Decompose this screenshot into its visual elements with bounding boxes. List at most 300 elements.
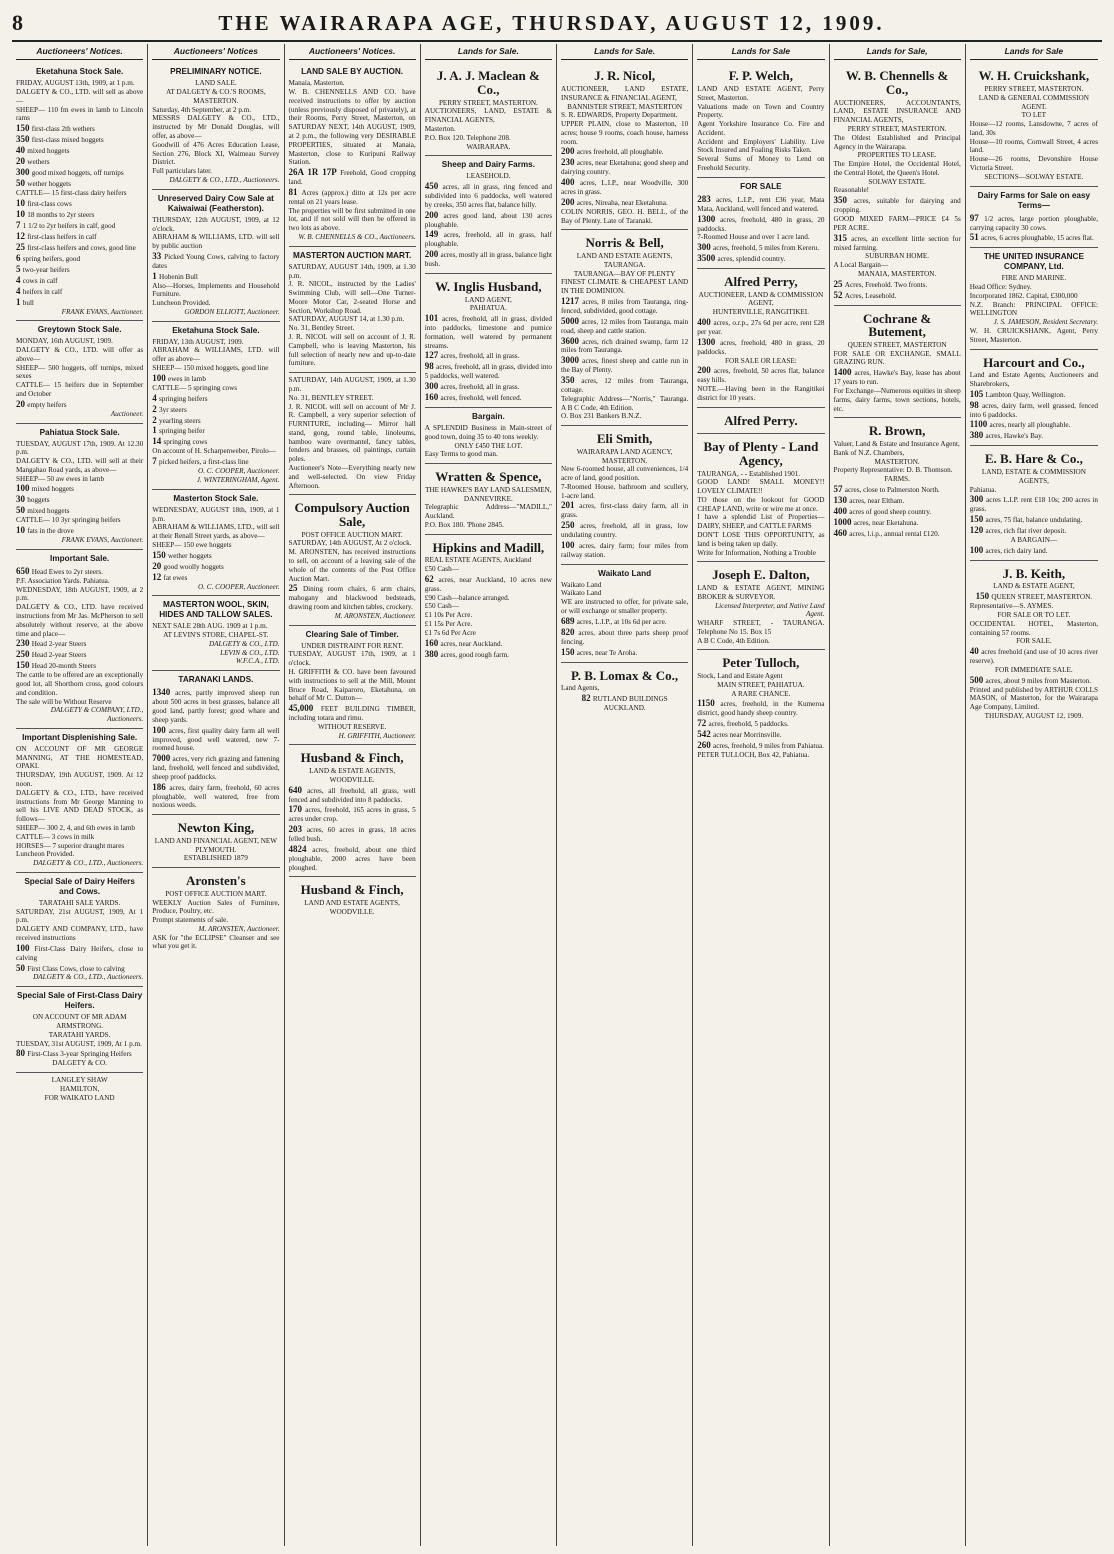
acreage-figure: 130 (833, 494, 850, 505)
advertisement-text: 400 acres, L.I.P., near Woodville, 300 acres in grass. (561, 177, 689, 197)
acreage-figure: 300 (969, 494, 987, 505)
advertisement-text: Waikato Land (561, 589, 602, 598)
advertisement-text: FINEST CLIMATE & CHEAPEST LAND IN THE DOMINION. (561, 278, 689, 296)
advertisement-text: MASTERTON. (874, 457, 920, 466)
advertisement-text: 150 acres, near Te Aroha. (561, 646, 638, 657)
advertisement-text: 57 acres, close to Palmerston North. (833, 483, 940, 494)
column-8 (966, 44, 1102, 1546)
advertisement-text: O. C. COOPER, Auctioneer. (197, 467, 280, 476)
advertisement-text: PERRY STREET, MASTERTON. (438, 98, 538, 107)
advertisement (16, 550, 143, 729)
advertisement-text: AT DALGETY & CO.'S ROOMS, MASTERTON. (166, 88, 266, 105)
advertisement-text: 50 wether hoggets (16, 178, 71, 189)
advertisement-text: Land and Estate Agents, Auctioneers and Sharebrokers, (969, 371, 1098, 388)
advertisement-text: 51 acres, 6 acres ploughable, 15 acres flat. (969, 232, 1094, 243)
acreage-figure: 2 (152, 403, 159, 414)
column-5 (557, 44, 693, 1546)
advertisement (152, 490, 279, 597)
advertisement-text: I have a splendid List of Properties—DAIRY, SHEEP, and CATTLE FARMS (697, 513, 825, 531)
acreage-figure: 40 (16, 145, 28, 156)
advertisement-text: £1 15s Per Acre. (424, 620, 473, 629)
advertisement-text: 81 Acres (approx.) ditto at 12s per acre rental on 21 years lease. (288, 186, 416, 206)
advertisement-text: AUCTIONEERS, LAND, ESTATE & FINANCIAL AGENTS, (424, 107, 552, 125)
advertisement-text: TARATAHI SALE YARDS. (38, 898, 121, 907)
acreage-figure: 1300 (697, 336, 721, 347)
advertisement (289, 877, 416, 920)
acreage-figure: 150 (969, 514, 986, 525)
column-header: Lands for Sale, (834, 44, 961, 60)
column-6 (693, 44, 829, 1546)
advertisement-text: LAND AND ESTATE AGENTS, TAURANGA. (576, 252, 673, 269)
advertisement-text: 50 First Class Cows, close to calving (16, 962, 125, 973)
advertisement-text: 4 cows in calf (16, 274, 58, 285)
acreage-figure: 30 (16, 494, 28, 505)
advertisement-text: S. R. EDWARDS, Property Department. (561, 111, 678, 120)
acreage-figure: 1100 (969, 419, 990, 430)
advertisement-text: GOOD LAND! SMALL MONEY!! LOVELY CLIMATE!! (697, 478, 825, 496)
advertisement-text: FARMS. (884, 475, 910, 484)
advertisement-text: FIRE AND MARINE. (1001, 274, 1067, 283)
advertisement (697, 408, 824, 435)
advertisement-text: WHARF STREET, - TAURANGA. Telephone No 15. Box 15 (697, 619, 825, 636)
acreage-figure: 1300 (697, 213, 721, 224)
newspaper-columns (12, 44, 1102, 1546)
advertisement-text: 5 two-year heifers (16, 263, 70, 274)
advertisement-text: 45,000 FEET BUILDING TIMBER, including totara and rimu. (288, 703, 416, 723)
acreage-figure: 20 (152, 560, 164, 571)
advertisement-text: CATTLE— 5 springing cows (152, 383, 238, 392)
advertisement-text: J. S. JAMESON, Resident Secretary. (993, 318, 1098, 327)
advertisement-text: 200 acres, freehold, 50 acres flat, balance easy hills. (697, 365, 825, 385)
advertisement-text: 72 acres, freehold, 5 paddocks. (697, 718, 789, 729)
advertisement-text: 20 wethers (16, 156, 50, 167)
advertisement-text: 230 acres, near Eketahuna; good sheep and dairying country. (561, 157, 689, 177)
advertisement-text: DALGETY AND COMPANY, LTD., have received instructions (16, 925, 144, 942)
acreage-figure: 689 (561, 615, 577, 626)
column-7 (830, 44, 966, 1546)
acreage-figure: 150 (16, 123, 32, 134)
column-header: Auctioneers' Notices. (289, 44, 416, 60)
advertisement-text: ONLY £450 THE LOT. (454, 441, 523, 450)
acreage-figure: 350 (16, 134, 32, 145)
acreage-figure: 200 (424, 209, 444, 220)
advertisement-text: FOR SALE OR TO LET. (997, 611, 1071, 620)
acreage-figure: 40 (969, 646, 982, 657)
advertisement-text: LAND AND ESTATE AGENTS, (304, 899, 400, 908)
acreage-figure: 400 (561, 177, 580, 188)
advertisement-text: M. ARONSTEN, Auctioneer. (334, 611, 416, 620)
column-header: Lands for Sale. (561, 44, 688, 60)
acreage-figure: 4 (152, 392, 159, 403)
advertisement-text: 4 springing heifers (152, 392, 208, 403)
advertisement-text: 200 acres, mostly all in grass, balance light bush. (424, 249, 553, 269)
advertisement-text: 460 acres, l.i.p., annual rental £120. (833, 527, 940, 538)
advertisement (425, 408, 552, 464)
acreage-figure: 3600 (561, 335, 583, 346)
advertisement-heading: TARANAKI LANDS. (178, 675, 254, 685)
advertisement-text: House—26 rooms, Devonshire House Victoria Street. (969, 155, 1098, 173)
advertisement-text: FRANK EVANS, Auctioneer. (61, 307, 144, 316)
acreage-figure: 25 (288, 583, 303, 594)
acreage-figure: 160 (424, 392, 441, 403)
advertisement-heading: Sheep and Dairy Farms. (441, 160, 536, 170)
advertisement-text: 14 springing cows (152, 436, 208, 447)
advertisement-heading: W. B. Chennells & Co., (845, 68, 949, 97)
advertisement-text: 25 Dining room chairs, 6 arm chairs, mahogany and blackwood bedsteads, drawing room and kitchen tables, crockery. (288, 583, 416, 612)
advertisement-text: 1300 acres, freehold, 480 in grass, 20 paddocks. (697, 336, 825, 356)
acreage-figure: 100 (561, 539, 580, 550)
acreage-figure: 20 (16, 156, 28, 167)
advertisement-text: Printed and published by ARTHUR COLLS MASON, of Masterton, for the Wairarapa Age Company, Limited. (969, 685, 1098, 712)
advertisement-text: REAL ESTATE AGENTS, Auckland (424, 556, 532, 565)
advertisement-text: MAIN STREET, PAHIATUA. (717, 680, 805, 689)
advertisement-text: 127 acres, freehold, all in grass. (424, 350, 520, 361)
advertisement-text: Representative—S. AYMES. (969, 602, 1054, 611)
advertisement-heading: J. A. J. Maclean & Co., (436, 68, 540, 97)
advertisement-text: 380 acres, Hawke's Bay. (969, 430, 1044, 441)
acreage-figure: 81 (288, 186, 302, 197)
advertisement-text: PERRY STREET, MASTERTON. (984, 85, 1084, 93)
advertisement-text: 250 Head 2-year Steers (16, 649, 87, 660)
acreage-figure: 25 (16, 241, 28, 252)
advertisement (970, 187, 1098, 249)
advertisement (697, 434, 824, 562)
advertisement-text: FRIDAY, AUGUST 13th, 1909, at 1 p.m. (16, 79, 135, 88)
advertisement-text: 1150 acres, freehold, in the Kumeroa district, good handy sheep country. (697, 698, 825, 718)
advertisement-heading: PRELIMINARY NOTICE. (170, 67, 262, 77)
advertisement-text: 380 acres, good rough farm. (424, 648, 509, 659)
advertisement-heading: Hipkins and Madill, (432, 539, 545, 555)
column-header: Lands for Sale (697, 44, 824, 60)
advertisement-heading: Compulsory Auction Sale, (294, 500, 410, 529)
advertisement-text: PERRY STREET, MASTERTON. (847, 124, 947, 133)
advertisement-text: On account of H. Scharpenweber, Pirolo— (152, 447, 276, 456)
acreage-figure: 186 (152, 781, 170, 792)
advertisement-heading: Joseph E. Dalton, (712, 567, 810, 583)
advertisement-text: 160 acres, freehold, well fenced. (424, 392, 522, 403)
acreage-figure: 4 (16, 274, 23, 285)
advertisement-text: Goodwill of 476 Acres Education Lease, Section 276, Block XI, Waimeau Survey District. (152, 140, 280, 167)
advertisement (970, 63, 1098, 186)
acreage-figure: 12 (152, 571, 164, 582)
advertisement-text: 150 Head 20-month Steers (16, 660, 97, 671)
advertisement-heading: Husband & Finch, (300, 882, 404, 898)
advertisement-text: 20 empty heifers (16, 398, 67, 409)
advertisement-text: £50 Cash— (424, 565, 459, 574)
advertisement (152, 63, 279, 189)
advertisement (16, 873, 143, 987)
advertisement-text: FOR SALE OR LEASE: (725, 356, 797, 365)
acreage-figure: 98 (969, 399, 983, 410)
advertisement-text: Several Sums of Money to Lend on Freehold Security. (697, 155, 825, 173)
advertisement-text: 689 acres, L.I.P., at 10s 6d per acre. (561, 615, 667, 626)
acreage-figure: 160 (424, 637, 441, 648)
acreage-figure: 5000 (561, 315, 582, 326)
page-number: 8 (12, 10, 23, 35)
advertisement-heading: Cochrane & Butement, (863, 310, 932, 340)
acreage-figure: 200 (424, 249, 441, 260)
advertisement-text: DALGETY & CO., LTD., have received instructions from Mr George Manning to sell his LIVE AND DEAD STOCK, as follows— (16, 788, 144, 824)
advertisement-text: 52 Acres, Leasehold. (833, 289, 897, 300)
advertisement (561, 426, 688, 565)
advertisement-text: The sale will be Without Reserve (16, 697, 112, 706)
advertisement-text: 160 acres, near Auckland. (424, 637, 503, 648)
advertisement-text: 25 first-class heifers and cows, good line (16, 241, 136, 252)
advertisement-text: WEEKLY Auction Sales of Furniture, Produce, Poultry, etc. (152, 898, 280, 916)
acreage-figure: 26A 1R 17P (288, 167, 341, 178)
advertisement (16, 1073, 143, 1106)
advertisement-heading: Eketahuna Stock Sale. (35, 67, 124, 77)
acreage-figure: 5 (16, 263, 23, 274)
acreage-figure: 10 (16, 197, 28, 208)
advertisement-text: AT LEVIN'S STORE, CHAPEL-ST. (163, 631, 269, 640)
advertisement-text: 1100 acres, nearly all ploughable. (969, 419, 1071, 430)
advertisement-text: THURSDAY, 19th AUGUST, 1909. At 12 noon. (16, 771, 144, 789)
acreage-figure: 260 (697, 740, 713, 751)
advertisement-text: Incorporated 1862. Capital, £300,000 (969, 291, 1078, 300)
advertisement (561, 663, 688, 717)
advertisement-text: COLIN NORRIS, GEO. H. BELL, of the Bay of Plenty. Late of Taranaki. (561, 207, 689, 225)
advertisement-heading: Peter Tulloch, (722, 655, 800, 671)
advertisement (425, 535, 552, 664)
advertisement-text: Auctioneer's Note—Everything nearly new and well-selected. On view Friday Afternoon. (288, 463, 416, 490)
advertisement-text: 500 acres, about 9 miles from Masterton. (969, 674, 1092, 685)
advertisement-text: CATTLE— 15 first-class dairy heifers (16, 189, 127, 198)
advertisement-text: 1340 acres, partly improved sheep run about 500 acres in best grasses, balance all good land, partly forest; good whare and sheep yards. (152, 687, 280, 724)
advertisement-text: POST OFFICE AUCTION MART. (165, 889, 267, 898)
advertisement-text: FOR SALE OR EXCHANGE. SMALL GRAZING RUN. (833, 349, 961, 367)
advertisement-text: J. R. NICOL will sell on account of Mr J. R. Campbell, a very superior selection of FURNITURE, including— Mirror hall stand, gong, round table, linoleums, bamboo ware overmantel, fancy tables, fenders and brasses, oil paintings, curtain poles. (288, 402, 416, 464)
advertisement-text: 1 springing heifer (152, 425, 205, 436)
advertisement-text: 1217 acres, 8 miles from Tauranga, ring-fenced, subdivided, good cottage. (561, 296, 689, 315)
advertisement-text: LAND & ESTATE AGENT, MINING BROKER & SURVEYOR. (697, 583, 825, 601)
acreage-figure: 315 (833, 232, 852, 243)
advertisement-heading: Bargain. (471, 412, 505, 422)
advertisement-text: 10 18 months to 2yr steers (16, 208, 95, 219)
advertisement (289, 626, 416, 746)
acreage-figure: 7 (16, 219, 23, 230)
advertisement-text: 50 mixed hoggets (16, 505, 70, 516)
advertisement-heading: Important Sale. (50, 553, 110, 563)
advertisement (289, 745, 416, 877)
advertisement (425, 464, 552, 535)
advertisement-text: DANNEVIRKE. (463, 494, 513, 503)
advertisement-text: MANAIA, MASTERTON. (857, 269, 937, 278)
acreage-figure: 460 (833, 527, 850, 538)
advertisement-text: QUEEN STREET, MASTERTON (847, 340, 947, 349)
advertisement-heading: Pahiatua Stock Sale. (39, 427, 120, 437)
acreage-figure: 1 (152, 270, 159, 281)
advertisement-text: 100 acres, rich dairy land. (969, 544, 1048, 555)
advertisement-text: A Local Bargain— (833, 261, 889, 270)
advertisement (289, 373, 416, 495)
advertisement-text: SHEEP— 50 aw ewes in lamb (16, 474, 105, 483)
advertisement-text: O. C. COOPER, Auctioneer. (197, 582, 280, 591)
advertisement-text: New 6-roomed house, all conveniences, 1/4 acre of land, good position. (561, 465, 689, 483)
advertisement-heading: Unreserved Dairy Cow Sale at Kaiwaiwai (Featherston). (157, 193, 274, 213)
advertisement-text: P.O. Box 180. 'Phone 2845. (424, 520, 504, 529)
acreage-figure: 230 (16, 638, 32, 649)
advertisement-heading: Dairy Farms for Sale on easy Terms— (977, 190, 1091, 210)
advertisement-text: OCCIDENTAL HOTEL, Masterton, containing 57 rooms. (969, 619, 1098, 637)
acreage-figure: 230 (561, 157, 577, 168)
acreage-figure: 3500 (697, 253, 718, 264)
acreage-figure: 150 (152, 549, 168, 560)
advertisement-text: 100 First-Class Dairy Heifers, close to calving (16, 942, 144, 962)
advertisement-text: GOOD MIXED FARM—PRICE £4 5s PER ACRE. (833, 214, 961, 232)
advertisement-text: DALGETY & CO., LTD. have received instructions from Mr Jas. McPherson to sell absolutely without reserve, at the above time and place— (16, 603, 144, 638)
advertisement-text: 7 1 1/2 to 2yr heifers in calf, good (16, 219, 116, 230)
acreage-figure: 25 (833, 278, 845, 289)
advertisement-text: W. B. CHENNELLS AND CO. have received instructions to offer by auction (unless previously disposed of privately), at their Rooms, Perry Street, Masterton, on SATURDAY NEXT, 14th AUGUST, 1909, at 2 p.m., the following very DESIRABLE PROPERTIES, situated at Manaia, Masterton, close to Kuripuni Railway Station. (288, 88, 416, 167)
acreage-figure: 640 (288, 784, 308, 795)
acreage-figure: 45,000 (288, 703, 321, 714)
advertisement-text: Stock, Land and Estate Agent (697, 672, 783, 681)
advertisement-text: MESSRS DALGETY & CO., LTD., instructed by Mr Donald Douglas, will offer, as above— (152, 114, 280, 141)
advertisement-text: 1000 acres, near Eketahuna. (833, 516, 919, 527)
acreage-figure: 1150 (697, 698, 721, 709)
advertisement-heading: Clearing Sale of Timber. (305, 629, 399, 639)
advertisement-text: 230 Head 2-year Steers (16, 638, 87, 649)
advertisement-text: POST OFFICE AUCTION MART. (301, 530, 403, 539)
advertisement-text: M. ARONSTEN, has received instructions to sell, on account of a leaving sale of the whole of the contents of the Post Office Auction Mart. (288, 548, 416, 583)
advertisement-heading: Husband & Finch, (300, 750, 404, 766)
advertisement-text: FRIDAY, 13th AUGUST, 1909. (152, 337, 244, 346)
acreage-figure: 150 (561, 646, 577, 657)
advertisement-heading: Important Displenishing Sale. (22, 732, 138, 742)
advertisement-text: WAIRARAPA. (466, 142, 511, 151)
advertisement-heading: Wratten & Spence, (435, 469, 542, 485)
advertisement-text: DON'T LOSE THIS OPPORTUNITY, as land is being taken up daily. (697, 531, 825, 548)
advertisement-text: M. ARONSTEN, Auctioneer. (198, 924, 280, 933)
advertisement-text: For Exchange—Numerous equities in sheep farms, dairy farms, town sections, hotels, etc. (833, 386, 961, 413)
advertisement-text: 150 QUEEN STREET, MASTERTON. (975, 591, 1093, 602)
advertisement-text: 30 hoggets (16, 494, 50, 505)
advertisement-text: LEVIN & CO., LTD. (220, 648, 280, 657)
advertisement-text: W.F.C.A., LTD. (235, 657, 280, 666)
advertisement-text: House—10 rooms, Cornwall Street, 4 acres land. (969, 137, 1098, 155)
advertisement-text: THURSDAY, 12th AUGUST, 1909, at 12 o'clock. (152, 215, 280, 233)
acreage-figure: 149 (424, 229, 444, 240)
advertisement-text: TUESDAY, 31st AUGUST, 1909, At 1 p.m. (16, 1039, 142, 1048)
advertisement-text: FRANK EVANS, Auctioneer. (61, 536, 144, 545)
advertisement-heading: Eli Smith, (596, 431, 653, 447)
acreage-figure: 127 (424, 350, 441, 361)
advertisement-text: LAND & ESTATE AGENT, (993, 582, 1075, 591)
advertisement-text: 2 3yr steers (152, 403, 187, 414)
advertisement-text: 100 acres, first quality dairy farm all well improved, good well watered, new 7-roomed house. (152, 724, 280, 753)
acreage-figure: 101 (424, 313, 443, 324)
advertisement-text: FOR IMMEDIATE SALE. (995, 665, 1073, 674)
advertisement-text: HUNTERVILLE, RANGITIKEI. (712, 308, 809, 317)
advertisement-text: 10 first-class cows (16, 197, 72, 208)
acreage-figure: 1 (152, 425, 159, 436)
advertisement-text: Easy Terms to good man. (424, 450, 498, 459)
advertisement (425, 63, 552, 156)
acreage-figure: 150 (16, 660, 32, 671)
advertisement-text: ESTABLISHED 1879 (183, 854, 248, 863)
advertisement-text: 7-Roomed House and over 1 acre land. (697, 233, 810, 242)
advertisement-text: Land Agents, (561, 684, 600, 693)
advertisement-text: 97 1/2 acres, large portion ploughable, carrying capacity 30 cows. (969, 212, 1099, 232)
acreage-figure: 250 (16, 649, 32, 660)
advertisement-text: MONDAY, 16th AUGUST, 1909. (16, 337, 113, 346)
advertisement-text: 1300 acres, freehold, 480 in grass, 20 paddocks. (697, 213, 825, 233)
acreage-figure: 10 (16, 208, 28, 219)
advertisement-heading: LAND SALE BY AUCTION. (301, 67, 404, 77)
advertisement-heading: Newton King, (177, 820, 255, 836)
advertisement-heading: Waikato Land (598, 568, 652, 578)
advertisement-text: 40 acres freehold (and use of 10 acres river reserve). (969, 646, 1099, 666)
advertisement-heading: Bay of Plenty - Land Agency, (703, 439, 819, 468)
advertisement-text: 820 acres, about three parts sheep proof fencing. (561, 626, 689, 646)
advertisement-text: 62 acres, near Auckland, 10 acres new grass. (424, 573, 552, 593)
advertisement-text: W. B. CHENNELLS & CO., Auctioneers. (298, 233, 416, 242)
advertisement-text: 12 fat ewes (152, 571, 188, 582)
advertisement-text: J. R. NICOL will sell on account of J. R. Campbell, who is leaving Masterton, his full selection of nearly new and up-to-date furniture. (288, 333, 416, 368)
advertisement-text: DALGETY & CO., LTD., Auctioneers. (169, 175, 280, 184)
acreage-figure: 14 (152, 436, 164, 447)
advertisement-text: The Empire Hotel, the Occidental Hotel, the Central Hotel, the Queen's Hotel. (833, 160, 961, 177)
advertisement-text: TO LET (1021, 111, 1047, 120)
advertisement-text: 650 Head Ewes to 2yr steers. (16, 565, 104, 576)
acreage-figure: 100 (16, 942, 35, 953)
advertisement-heading: MASTERTON WOOL, SKIN, HIDES AND TALLOW SALES. (159, 600, 273, 620)
advertisement-text: ON ACCOUNT OF MR ADAM ARMSTRONG. (32, 1013, 127, 1031)
advertisement (16, 424, 143, 550)
advertisement-text: 450 acres, all in grass, ring fenced and subdivided into 6 paddocks, well watered by creeks, 350 acres flat, balance hilly. (424, 181, 553, 209)
advertisement-text: House—12 rooms, Lansdowne, 7 acres of land, 30s (969, 120, 1098, 137)
advertisement-heading: Alfred Perry. (724, 412, 798, 428)
advertisement-text: Full particulars later. (152, 167, 212, 176)
advertisement-text: AUCTIONEER, LAND & COMMISSION AGENT, (698, 290, 824, 308)
column-header: Lands for Sale. (425, 44, 552, 60)
advertisement-text: ABRAHAM & WILLIAMS, LTD., will sell at their Renall Street yards, as above— (152, 523, 280, 541)
advertisement-text: £90 Cash—balance arranged. (424, 593, 510, 602)
advertisement-heading: Special Sale of First-Class Dairy Heifers. (17, 991, 143, 1011)
advertisement-text: £1 7s 6d Per Acre (424, 628, 476, 637)
advertisement-text: 4 heifers in calf (16, 285, 63, 296)
acreage-figure: 20 (16, 398, 28, 409)
advertisement (289, 495, 416, 625)
column-header: Auctioneers' Notices (152, 44, 279, 60)
advertisement-text: Telegraphic Address—"Norris," Tauranga. A B C Code, 4th Edition. (561, 394, 689, 412)
acreage-figure: 201 (561, 500, 580, 511)
advertisement-heading: J. B. Keith, (1002, 565, 1066, 581)
advertisement-text: Manaia, Masterton. (288, 79, 345, 88)
advertisement-text: DALGETY & CO., LTD., Auctioneers. (33, 973, 144, 982)
acreage-figure: 12 (16, 230, 28, 241)
column-4 (421, 44, 557, 1546)
advertisement-text: O. Box 231 Bankers B.N.Z. (561, 412, 642, 421)
advertisement-text: Accident and Employers' Liability. Live Stock Insured and Foaling Risks Taken. (697, 137, 825, 155)
advertisement-text: 300 acres L.I.P. rent £18 10s; 200 acres in grass. (969, 494, 1098, 514)
advertisement-text: The Oldest Established and Principal Agency in the Wairarapa. (833, 133, 961, 151)
advertisement-text: 150 wether hoggets (152, 549, 212, 560)
acreage-figure: 7 (152, 456, 159, 467)
advertisement-text: The cattle to be offered are an exceptionally good lot, all Shorthorn cross, good colours and condition. (16, 671, 144, 697)
advertisement-text: A B C Code, 4th Edition. (697, 636, 770, 645)
advertisement-text: LAND AND FINANCIAL AGENT, NEW PLYMOUTH. (154, 836, 278, 854)
advertisement (834, 306, 961, 419)
advertisement-text: 203 acres, 60 acres in grass, 18 acres felled bush. (288, 824, 416, 844)
advertisement-text: 26A 1R 17P Freehold, Good cropping land. (288, 167, 416, 187)
advertisement-text: 3000 acres, finest sheep and cattle run in the Bay of Plenty. (561, 355, 689, 375)
advertisement (152, 815, 279, 868)
advertisement (697, 178, 824, 269)
column-3 (285, 44, 421, 1546)
advertisement-text: TO those on the lookout for GOOD CHEAP LAND, write or wire me at once. (697, 495, 825, 513)
